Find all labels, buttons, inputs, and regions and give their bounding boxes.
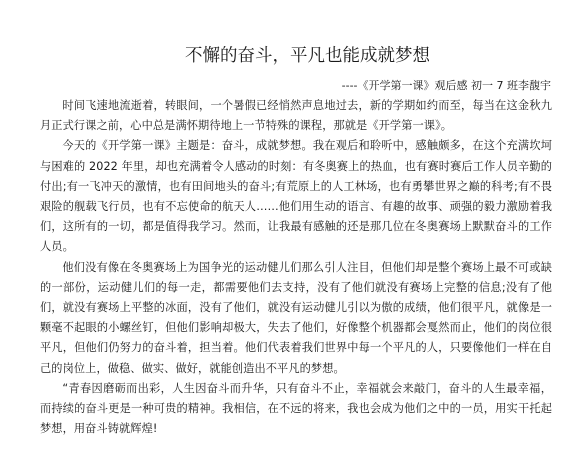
essay-title: 不懈的奋斗，平凡也能成就梦想 <box>185 46 430 66</box>
paragraph-3: 他们没有像在冬奥赛场上为国争光的运动健儿们那么引人注目，但他们却是整个赛场上最不可或缺的一部份，运动健儿们的每一走，都需要他们去支持，没有了他们就没有赛场上完整的信息;没有了他们，就没有赛场上平整的冰面，没有了他们，就没有运动健儿引以为傲的成绩，他们很平凡，就像是一颗毫不起眼的小螺丝钉，但他们影响却极大，失去了他们，好像整个机器都会戛然而止，他们的岗位很平凡，但他们仍努力的奋斗着，担当着。他们代表着我们世界中每一个平凡的人，只要像他们一样在自己的岗位上，做稳、做实、做好，就能创造出不平凡的梦想。 <box>40 260 552 375</box>
paragraph-2: 今天的《开学第一课》主题是：奋斗，成就梦想。我在观后和聆听中，感触颇多，在这个充满坎坷与困难的 2022 年里，却也充满着令人感动的时刻：有冬奥赛上的热血，也有赛时赛后工作人员辛勤的付出;有一飞冲天的激情，也有田间地头的奋斗;有荒原上的人工林场，也有勇攀世界之巅的科考;有不畏艰险的舰载飞行员，也有不忘使命的航天人……他们用生动的语言、有趣的故事、顽强的毅力激励着我们，这所有的一切，都是值得我学习。然而，让我最有感触的还是那几位在冬奥赛场上默默奋斗的工作人员。 <box>40 139 552 254</box>
paragraph-4: “青春因磨砺而出彩，人生因奋斗而升华，只有奋斗不止，幸福就会来敲门，奋斗的人生最幸福，而持续的奋斗更是一种可贵的精神。我相信，在不远的将来，我也会成为他们之中的一员，用实干托起梦想，用奋斗铸就辉煌! <box>40 381 552 436</box>
essay-body <box>40 96 552 439</box>
paragraph-1: 时间飞速地流逝着，转眼间，一个暑假已经悄然声息地过去，新的学期如约而至，每当在这金秋九月正式行课之前，心中总是满怀期待地上一节特殊的课程，那就是《开学第一课》。 <box>40 99 552 133</box>
essay-byline: ----《开学第一课》观后感 初一 7 班李馥宇 <box>341 79 551 92</box>
